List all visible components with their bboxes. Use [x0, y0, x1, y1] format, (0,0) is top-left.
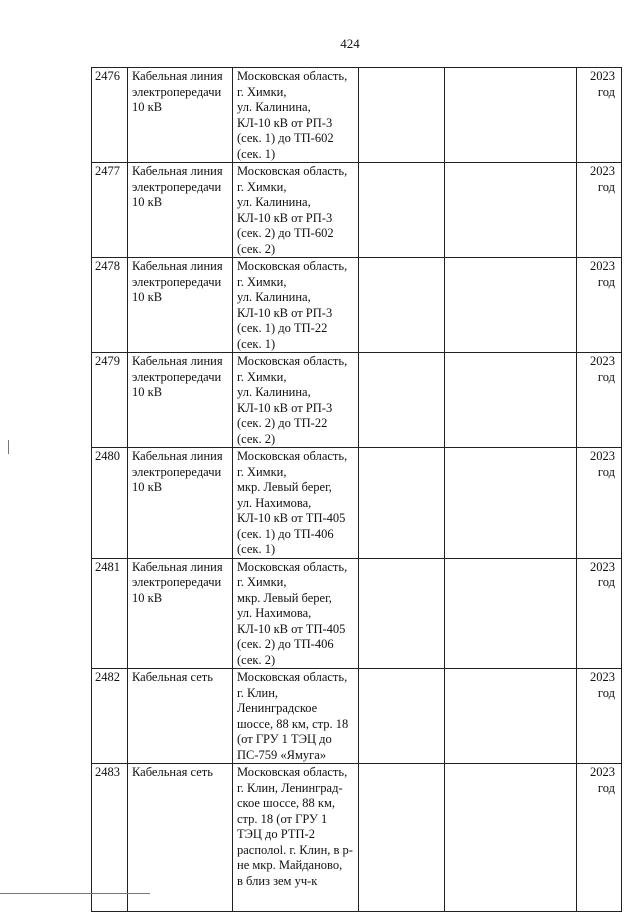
empty-cell — [359, 258, 445, 353]
year-cell: 2023 год — [577, 558, 622, 669]
table-row — [92, 258, 622, 353]
empty-cell — [359, 353, 445, 448]
object-name: Кабельная линия электропередачи 10 кВ — [128, 258, 233, 353]
empty-cell — [445, 68, 577, 163]
table-row — [92, 353, 622, 448]
year-cell: 2023 год — [577, 764, 622, 912]
empty-cell — [359, 558, 445, 669]
object-name: Кабельная линия электропередачи 10 кВ — [128, 448, 233, 559]
object-name: Кабельная линия электропередачи 10 кВ — [128, 68, 233, 163]
object-location: Московская область, г. Химки, ул. Калинина, КЛ-10 кВ от РП-3 (сек. 1) до ТП-22 (сек. 1) — [233, 258, 359, 353]
object-location: Московская область, г. Химки, ул. Калинина, КЛ-10 кВ от РП-3 (сек. 2) до ТП-602 (сек. 2) — [233, 163, 359, 258]
year-cell: 2023 год — [577, 68, 622, 163]
scan-mark-left — [8, 440, 9, 454]
row-number: 2478 — [92, 258, 128, 353]
table-row — [92, 669, 622, 764]
page-number: 424 — [340, 36, 360, 51]
row-number: 2480 — [92, 448, 128, 559]
object-location: Московская область, г. Химки, ул. Калинина, КЛ-10 кВ от РП-3 (сек. 2) до ТП-22 (сек. 2) — [233, 353, 359, 448]
object-location: Московская область, г. Химки, мкр. Левый берег, ул. Нахимова, КЛ-10 кВ от ТП-405 (сек. 1) до ТП-406 (сек. 1) — [233, 448, 359, 559]
row-number: 2483 — [92, 764, 128, 912]
year-cell: 2023 год — [577, 353, 622, 448]
empty-cell — [359, 163, 445, 258]
object-name: Кабельная сеть — [128, 669, 233, 764]
empty-cell — [445, 163, 577, 258]
row-number: 2477 — [92, 163, 128, 258]
object-location: Московская область, г. Клин, Ленинградское шоссе, 88 км, стр. 18 (от ГРУ 1 ТЭЦ до ПС-759 «Ямуга» — [233, 669, 359, 764]
year-cell: 2023 год — [577, 448, 622, 559]
empty-cell — [445, 448, 577, 559]
empty-cell — [359, 448, 445, 559]
object-name: Кабельная сеть — [128, 764, 233, 912]
table-row — [92, 163, 622, 258]
empty-cell — [359, 669, 445, 764]
year-cell: 2023 год — [577, 258, 622, 353]
empty-cell — [359, 764, 445, 912]
object-name: Кабельная линия электропередачи 10 кВ — [128, 558, 233, 669]
empty-cell — [445, 353, 577, 448]
empty-cell — [445, 258, 577, 353]
object-name: Кабельная линия электропередачи 10 кВ — [128, 163, 233, 258]
row-number: 2479 — [92, 353, 128, 448]
row-number: 2476 — [92, 68, 128, 163]
row-number: 2482 — [92, 669, 128, 764]
object-location: Московская область, г. Клин, Ленинград- ское шоссе, 88 км, стр. 18 (от ГРУ 1 ТЭЦ до РТП-2 располоl. г. Клин, в р- не мкр. Майданово, в близ зем уч-к — [233, 764, 359, 912]
empty-cell — [445, 558, 577, 669]
object-location: Московская область, г. Химки, мкр. Левый берег, ул. Нахимова, КЛ-10 кВ от ТП-405 (сек. 2) до ТП-406 (сек. 2) — [233, 558, 359, 669]
table-row — [92, 764, 622, 912]
object-location: Московская область, г. Химки, ул. Калинина, КЛ-10 кВ от РП-3 (сек. 1) до ТП-602 (сек. 1) — [233, 68, 359, 163]
scan-mark-bottom — [0, 893, 150, 894]
register-table — [91, 67, 622, 912]
empty-cell — [445, 764, 577, 912]
year-cell: 2023 год — [577, 669, 622, 764]
table-row — [92, 558, 622, 669]
row-number: 2481 — [92, 558, 128, 669]
empty-cell — [359, 68, 445, 163]
object-name: Кабельная линия электропередачи 10 кВ — [128, 353, 233, 448]
table-row — [92, 448, 622, 559]
empty-cell — [445, 669, 577, 764]
year-cell: 2023 год — [577, 163, 622, 258]
table-row — [92, 68, 622, 163]
